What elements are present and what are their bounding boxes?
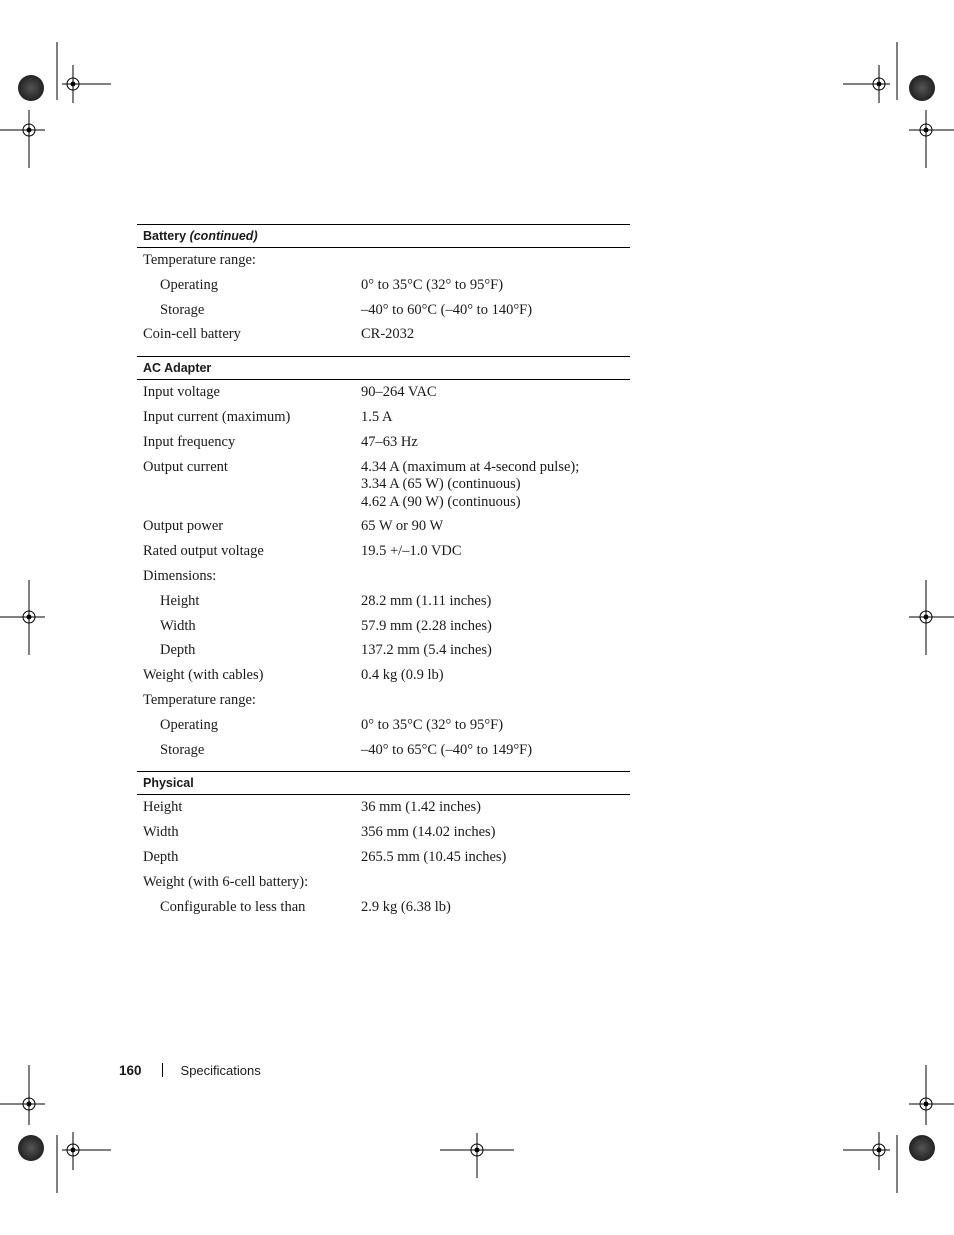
spec-value <box>361 409 630 427</box>
spec-value <box>361 618 630 636</box>
spec-value-line: 1.5 A <box>361 408 393 425</box>
spec-label: Width <box>143 824 179 841</box>
spec-value <box>361 326 630 344</box>
spec-value <box>361 849 630 867</box>
section-body <box>137 380 630 771</box>
spec-row <box>137 615 630 640</box>
spec-label: Operating <box>160 716 218 733</box>
spec-row <box>137 323 630 348</box>
spec-value <box>361 874 630 892</box>
page-number: 160 <box>119 1062 142 1078</box>
spec-label: Output power <box>143 518 224 535</box>
spec-value-line: 0° to 35°C (32° to 95°F) <box>361 716 504 733</box>
spec-value-line: 137.2 mm (5.4 inches) <box>361 642 492 659</box>
spec-value-line: 3.34 A (65 W) (continuous) <box>361 476 521 493</box>
spec-value-line: 36 mm (1.42 inches) <box>361 799 482 816</box>
spec-label: Operating <box>160 276 218 293</box>
spec-label: Weight (with 6-cell battery): <box>143 873 309 890</box>
spec-value <box>361 667 630 685</box>
footer-separator <box>162 1063 163 1077</box>
spec-value <box>361 799 630 817</box>
spec-value-line: 265.5 mm (10.45 inches) <box>361 848 507 865</box>
spec-label: Weight (with cables) <box>143 667 264 684</box>
spec-row <box>137 590 630 615</box>
spec-value <box>361 899 630 917</box>
spec-label: Input current (maximum) <box>143 408 291 425</box>
section-title: AC Adapter <box>143 361 212 376</box>
spec-value-line: 4.62 A (90 W) (continuous) <box>361 493 521 510</box>
spec-label: Storage <box>160 741 205 758</box>
spec-value <box>361 434 630 452</box>
spec-value-line: 47–63 Hz <box>361 433 418 450</box>
spec-label: Width <box>160 617 196 634</box>
spec-value <box>361 642 630 660</box>
spec-row <box>137 664 630 689</box>
page-footer <box>119 1060 261 1080</box>
spec-value <box>361 543 630 561</box>
spec-value <box>361 824 630 842</box>
spec-value-line: 19.5 +/–1.0 VDC <box>361 543 462 560</box>
spec-value <box>361 568 630 586</box>
spec-label: Input frequency <box>143 433 236 450</box>
section-header <box>137 356 630 380</box>
spec-value-line: 0.4 kg (0.9 lb) <box>361 667 444 684</box>
spec-row <box>137 689 630 714</box>
spec-value-line: –40° to 60°C (–40° to 140°F) <box>361 301 533 318</box>
section-body <box>137 248 630 356</box>
spec-label: Coin-cell battery <box>143 326 241 343</box>
spec-value-line: 57.9 mm (2.28 inches) <box>361 617 492 634</box>
section-title: Battery <box>143 229 187 243</box>
spec-value <box>361 302 630 320</box>
spec-row <box>137 406 630 431</box>
spec-label: Dimensions: <box>143 567 217 584</box>
spec-row <box>137 714 630 739</box>
spec-row <box>137 540 630 565</box>
spec-label: Temperature range: <box>143 252 256 268</box>
spec-value-line: 90–264 VAC <box>361 384 437 401</box>
spec-row <box>137 639 630 664</box>
spec-value <box>361 384 630 402</box>
spec-value-line: 356 mm (14.02 inches) <box>361 824 496 841</box>
spec-row <box>137 381 630 406</box>
spec-value <box>361 692 630 710</box>
spec-row <box>137 456 630 516</box>
spec-value <box>361 717 630 735</box>
section-title-suffix: (continued) <box>189 229 258 243</box>
spec-row <box>137 821 630 846</box>
spec-label: Depth <box>143 848 179 865</box>
spec-label: Height <box>143 799 183 816</box>
spec-value <box>361 742 630 760</box>
spec-row <box>137 796 630 821</box>
spec-value-line: 2.9 kg (6.38 lb) <box>361 898 451 915</box>
spec-row <box>137 274 630 299</box>
spec-row <box>137 846 630 871</box>
spec-row <box>137 515 630 540</box>
footer-section-name: Specifications <box>180 1062 261 1078</box>
spec-value-line: –40° to 65°C (–40° to 149°F) <box>361 741 533 758</box>
spec-value-line: 65 W or 90 W <box>361 518 444 535</box>
spec-value <box>361 459 630 512</box>
specifications-table <box>137 224 630 928</box>
spec-value-line: 0° to 35°C (32° to 95°F) <box>361 276 504 293</box>
section-header <box>137 224 630 248</box>
spec-label: Configurable to less than <box>160 898 306 915</box>
section-header <box>137 771 630 795</box>
spec-row <box>137 431 630 456</box>
spec-row <box>137 896 630 921</box>
spec-value-line: 28.2 mm (1.11 inches) <box>361 592 492 609</box>
spec-value-line: 4.34 A (maximum at 4-second pulse); <box>361 458 580 475</box>
spec-label: Depth <box>160 642 196 659</box>
spec-value <box>361 252 630 270</box>
section-title: Physical <box>143 776 194 791</box>
spec-label: Input voltage <box>143 384 220 401</box>
spec-label: Temperature range: <box>143 691 256 708</box>
section-body <box>137 795 630 928</box>
spec-label: Rated output voltage <box>143 543 264 560</box>
spec-label: Output current <box>143 458 228 475</box>
spec-row <box>137 565 630 590</box>
spec-row <box>137 249 630 274</box>
spec-value-line: CR-2032 <box>361 326 415 343</box>
spec-label: Height <box>160 592 200 609</box>
spec-value <box>361 593 630 611</box>
spec-row <box>137 299 630 324</box>
spec-row <box>137 739 630 764</box>
spec-row <box>137 871 630 896</box>
spec-value <box>361 277 630 295</box>
spec-value <box>361 518 630 536</box>
spec-label: Storage <box>160 301 205 318</box>
